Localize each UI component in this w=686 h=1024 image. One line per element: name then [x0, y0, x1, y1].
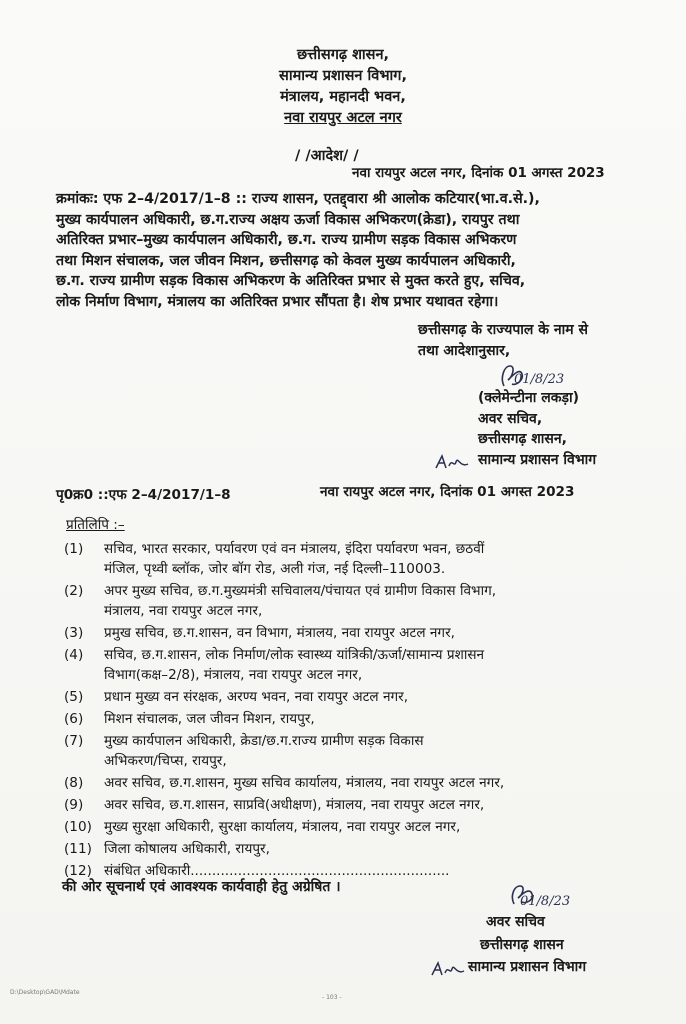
list-item-text: जिला कोषालय अधिकारी, रायपुर,	[104, 841, 270, 857]
list-item-text: संबंधित अधिकारी............................................................	[104, 863, 450, 879]
copy-list	[64, 539, 646, 881]
signatory-dept: सामान्य प्रशासन विभाग	[478, 451, 597, 468]
list-item-text: अवर सचिव, छ.ग.शासन, साप्रवि(अधीक्षण), मंत्रालय, नवा रायपुर अटल नगर,	[104, 797, 485, 813]
header-block	[0, 45, 686, 129]
header-line-govt: छत्तीसगढ़ शासन,	[296, 47, 390, 63]
list-item	[64, 623, 646, 643]
signatory-dept: सामान्य प्रशासन विभाग	[468, 959, 587, 975]
signatory-name: (क्लेमेन्टीना लकड़ा)	[478, 390, 579, 406]
initials-scribble	[434, 452, 474, 472]
signatory-dept-row	[478, 450, 596, 471]
governor-line: तथा आदेशानुसार,	[418, 342, 511, 359]
list-item	[64, 839, 646, 859]
list-item	[64, 817, 646, 837]
governor-authority	[418, 320, 588, 361]
order-line: छ.ग. राज्य ग्रामीण सड़क विकास अभिकरण के अतिरिक्त प्रभार से मुक्त करते हुए, सचिव,	[56, 273, 526, 290]
order-title: / /आदेश/ /	[295, 148, 359, 164]
list-item-number: (11)	[64, 841, 92, 857]
list-item-number: (8)	[64, 775, 84, 791]
list-item-number: (2)	[64, 583, 84, 599]
footer-path: D:\Desktop\GAD\Mdate	[10, 989, 80, 996]
list-item-number: (7)	[64, 733, 84, 749]
order-line: लोक निर्माण विभाग, मंत्रालय का अतिरिक्त प्रभार सौंपता है। शेष प्रभार यथावत रहेगा।	[56, 293, 499, 310]
signatory-designation: अवर सचिव,	[478, 410, 543, 427]
header-line-dept: सामान्य प्रशासन विभाग,	[279, 68, 407, 84]
list-item-text: सचिव, भारत सरकार, पर्यावरण एवं वन मंत्रालय, इंदिरा पर्यावरण भवन, छठवीं	[104, 541, 485, 557]
order-line: तथा मिशन संचालक, जल जीवन मिशन, छत्तीसगढ़ को केवल मुख्य कार्यपालन अधिकारी,	[56, 252, 516, 269]
list-item	[64, 645, 646, 685]
order-line: अतिरिक्त प्रभार–मुख्य कार्यपालन अधिकारी, छ.ग. राज्य ग्रामीण सड़क विकास अभिकरण	[56, 232, 517, 249]
order-line: मुख्य कार्यपालन अधिकारी, छ.ग.राज्य अक्षय ऊर्जा विकास अभिकरण(क्रेडा), रायपुर तथा	[56, 211, 520, 228]
list-item-text: अवर सचिव, छ.ग.शासन, मुख्य सचिव कार्यालय, मंत्रालय, नवा रायपुर अटल नगर,	[104, 775, 505, 791]
signature1-block	[478, 388, 596, 470]
list-item-text: मंत्रालय, नवा रायपुर अटल नगर,	[104, 603, 263, 619]
list-item	[64, 795, 646, 815]
list-item-text: मुख्य सुरक्षा अधिकारी, सुरक्षा कार्यालय, मंत्रालय, नवा रायपुर अटल नगर,	[104, 819, 461, 835]
list-item-text: विभाग(कक्ष–2/8), मंत्रालय, नवा रायपुर अटल नगर,	[104, 667, 363, 683]
signature-date: 01/8/23	[520, 894, 571, 909]
list-item-number: (12)	[64, 863, 92, 879]
list-item	[64, 539, 646, 579]
footer-page-number: - 103 -	[322, 994, 342, 1001]
list-item	[64, 773, 646, 793]
signatory-govt: छत्तीसगढ़ शासन,	[478, 431, 567, 447]
list-item-number: (9)	[64, 797, 84, 813]
list-item-text: मिशन संचालक, जल जीवन मिशन, रायपुर,	[104, 711, 315, 727]
governor-line: छत्तीसगढ़ के राज्यपाल के नाम से	[418, 322, 588, 338]
closing-line: की ओर सूचनार्थ एवं आवश्यक कार्यवाही हेतु अग्रेषित ।	[62, 879, 341, 895]
order-line: क्रमांकः: एफ 2–4/2017/1–8 :: राज्य शासन, एतद्द्वारा श्री आलोक कटियार(भा.व.से.),	[56, 191, 540, 207]
initials-scribble	[430, 959, 470, 979]
list-item-text: प्रमुख सचिव, छ.ग.शासन, वन विभाग, मंत्रालय, नवा रायपुर अटल नगर,	[104, 625, 455, 641]
list-item-number: (4)	[64, 647, 84, 663]
order-place-date: नवा रायपुर अटल नगर, दिनांक 01 अगस्त 2023	[352, 165, 605, 181]
header-line-city: नवा रायपुर अटल नगर	[284, 110, 402, 126]
copy-label: प्रतिलिपि :–	[66, 517, 125, 533]
list-item-number: (3)	[64, 625, 84, 641]
list-item-text: अभिकरण/चिप्स, रायपुर,	[104, 753, 227, 769]
list-item-text: प्रधान मुख्य वन संरक्षक, अरण्य भवन, नवा रायपुर अटल नगर,	[104, 689, 409, 705]
list-item-text: मंजिल, पृथ्वी ब्लॉक, जोर बॉग रोड, अली गंज, नई दिल्ली–110003.	[104, 561, 446, 577]
endorsement-ref: पृ0क्र0 ::एफ 2–4/2017/1–8	[56, 487, 231, 503]
list-item	[64, 581, 646, 621]
signature2-govt: छत्तीसगढ़ शासन	[480, 937, 564, 953]
signature2-dept-row	[438, 957, 586, 978]
signature2-designation: अवर सचिव	[486, 914, 545, 930]
list-item-number: (5)	[64, 689, 84, 705]
list-item-number: (10)	[64, 819, 92, 835]
list-item-number: (1)	[64, 541, 84, 557]
list-item-text: सचिव, छ.ग.शासन, लोक निर्माण/लोक स्वास्थ्य यांत्रिकी/ऊर्जा/सामान्य प्रशासन	[104, 647, 485, 663]
signature-date: 01/8/23	[514, 372, 565, 387]
order-paragraph	[56, 189, 646, 313]
list-item-text: मुख्य कार्यपालन अधिकारी, क्रेडा/छ.ग.राज्य ग्रामीण सड़क विकास	[104, 733, 424, 749]
list-item	[64, 731, 646, 771]
list-item	[64, 687, 646, 707]
list-item	[64, 709, 646, 729]
list-item-text: अपर मुख्य सचिव, छ.ग.मुख्यमंत्री सचिवालय/पंचायत एवं ग्रामीण विकास विभाग,	[104, 583, 497, 599]
list-item-number: (6)	[64, 711, 84, 727]
endorsement-place-date: नवा रायपुर अटल नगर, दिनांक 01 अगस्त 2023	[320, 484, 575, 500]
header-line-ministry: मंत्रालय, महानदी भवन,	[280, 89, 406, 105]
